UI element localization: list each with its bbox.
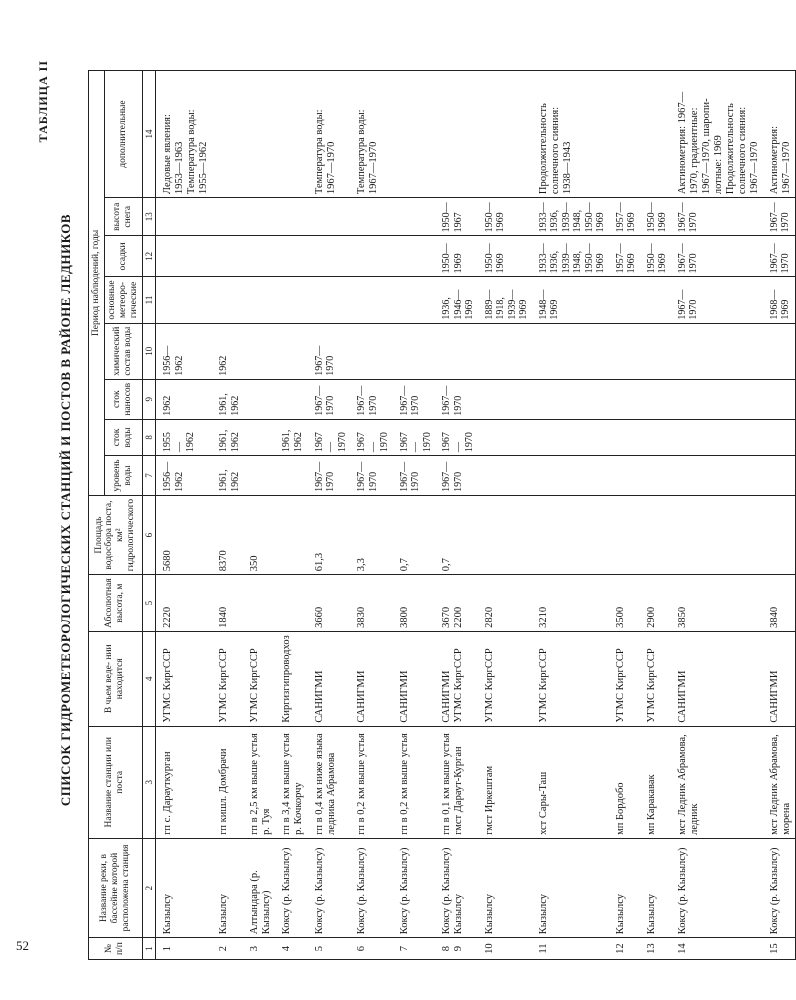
level-period <box>478 456 532 496</box>
table-row <box>243 71 275 960</box>
sediment-period: 1967— 1970 <box>350 379 393 419</box>
station-name: гп с. Дарауткурган <box>156 726 213 838</box>
header-snow: высота снега <box>104 198 142 236</box>
snow-period <box>350 198 393 236</box>
table-row <box>275 71 307 960</box>
catchment-area <box>671 495 763 574</box>
column-number: 3 <box>142 726 155 838</box>
extra-notes <box>640 71 671 198</box>
table-body <box>156 71 796 960</box>
flow-period <box>243 419 275 455</box>
sediment-period <box>609 379 640 419</box>
department: САНИГМИ <box>393 631 436 726</box>
snow-period: 1933— 1936, 1939— 1948, 1950— 1969 <box>532 198 609 236</box>
catchment-area <box>478 495 532 574</box>
sediment-period: 1967— 1970 <box>435 379 478 419</box>
row-number: 11 <box>532 938 609 960</box>
altitude: 3800 <box>393 575 436 632</box>
precip-period: 1950— 1969 <box>640 236 671 277</box>
row-number: 10 <box>478 938 532 960</box>
chem-period <box>350 323 393 379</box>
flow-period <box>763 419 796 455</box>
department: САНИГМИ <box>350 631 393 726</box>
column-number: 12 <box>142 236 155 277</box>
extra-notes: Актинометрия: 1967—1970 <box>763 71 796 198</box>
chem-period <box>609 323 640 379</box>
row-number: 4 <box>275 938 307 960</box>
chem-period <box>763 323 796 379</box>
flow-period: 1967— 1970 <box>350 419 393 455</box>
row-number: 15 <box>763 938 796 960</box>
snow-period <box>393 198 436 236</box>
catchment-area: 61,3 <box>308 495 351 574</box>
department: Киргизгипроводхоз <box>275 631 307 726</box>
extra-notes <box>393 71 436 198</box>
catchment-area <box>640 495 671 574</box>
level-period <box>532 456 609 496</box>
river-name: Кызылсу <box>609 838 640 937</box>
precip-period <box>350 236 393 277</box>
snow-period: 1967— 1970 <box>763 198 796 236</box>
sediment-period: 1961, 1962 <box>212 379 243 419</box>
station-name: гп в 2,5 км выше устья р. Туя <box>243 726 275 838</box>
chem-period <box>243 323 275 379</box>
column-number: 8 <box>142 419 155 455</box>
department: УГМС КиргССР <box>640 631 671 726</box>
document-title: СПИСОК ГИДРОМЕТЕОРОЛОГИЧЕСКИХ СТАНЦИЙ И ПОСТОВ В РАЙОНЕ ЛЕДНИКОВ <box>58 213 73 807</box>
column-number: 13 <box>142 198 155 236</box>
river-name: Коксу (р. Кызылсу) <box>763 838 796 937</box>
table-row <box>532 71 609 960</box>
station-name: мп Каракавак <box>640 726 671 838</box>
department: САНИГМИ <box>671 631 763 726</box>
precip-period <box>212 236 243 277</box>
altitude: 2220 <box>156 575 213 632</box>
precip-period <box>243 236 275 277</box>
department: САНИГМИ <box>763 631 796 726</box>
chem-period <box>478 323 532 379</box>
level-period: 1967— 1970 <box>435 456 478 496</box>
river-name: Кызылсу <box>640 838 671 937</box>
station-name: мст Ледник Абрамова, ледник <box>671 726 763 838</box>
altitude: 3830 <box>350 575 393 632</box>
meteo-period: 1936, 1946— 1969 <box>435 277 478 323</box>
header-flow: сток воды <box>104 419 142 455</box>
altitude: 3660 <box>308 575 351 632</box>
meteo-period <box>156 277 213 323</box>
snow-period: 1967— 1970 <box>671 198 763 236</box>
level-period: 1956— 1962 <box>156 456 213 496</box>
level-period <box>609 456 640 496</box>
flow-period: 1961, 1962 <box>275 419 307 455</box>
extra-notes <box>609 71 640 198</box>
level-period <box>640 456 671 496</box>
meteo-period <box>640 277 671 323</box>
header-precip: осадки <box>104 236 142 277</box>
department: УГМС КиргССР <box>609 631 640 726</box>
meteo-period <box>243 277 275 323</box>
department: САНИГМИ <box>308 631 351 726</box>
chem-period: 1967— 1970 <box>308 323 351 379</box>
level-period: 1967— 1970 <box>393 456 436 496</box>
snow-period <box>243 198 275 236</box>
station-name: гп в 0,1 км выше устья гмст Дараут-Курган <box>435 726 478 838</box>
altitude: 2900 <box>640 575 671 632</box>
snow-period: 1950— 1969 <box>478 198 532 236</box>
snow-period: 1950— 1967 <box>435 198 478 236</box>
level-period: 1961, 1962 <box>212 456 243 496</box>
header-chem: химический состав воды <box>104 323 142 379</box>
row-number: 2 <box>212 938 243 960</box>
station-name: гп в 3,4 км выше устья р. Кочкорчу <box>275 726 307 838</box>
extra-notes <box>435 71 478 198</box>
snow-period <box>156 198 213 236</box>
station-name: хст Сары-Таш <box>532 726 609 838</box>
sediment-period: 1967— 1970 <box>393 379 436 419</box>
table-row <box>156 71 213 960</box>
station-name: гп в 0,2 км выше устья <box>393 726 436 838</box>
column-number: 9 <box>142 379 155 419</box>
sediment-period <box>640 379 671 419</box>
row-number: 3 <box>243 938 275 960</box>
row-number: 6 <box>350 938 393 960</box>
catchment-area: 5680 <box>156 495 213 574</box>
department: УГМС КиргССР <box>532 631 609 726</box>
precip-period <box>308 236 351 277</box>
sediment-period <box>243 379 275 419</box>
header-river: Название реки, в бассейне которой расположена станция <box>89 838 143 937</box>
river-name: Коксу (р. Кызылсу) Кызылсу <box>435 838 478 937</box>
meteo-period: 1889— 1918, 1939— 1969 <box>478 277 532 323</box>
header-dept: В чьем веде- нии находится <box>89 631 143 726</box>
header-level: уровень воды <box>104 456 142 496</box>
river-name: Кызылсу <box>212 838 243 937</box>
altitude: 3500 <box>609 575 640 632</box>
table-row <box>478 71 532 960</box>
stations-table <box>88 70 796 960</box>
station-name: мп Бордобо <box>609 726 640 838</box>
catchment-area: 0,7 <box>393 495 436 574</box>
row-number: 8 9 <box>435 938 478 960</box>
table-row <box>671 71 763 960</box>
catchment-area <box>609 495 640 574</box>
catchment-area <box>532 495 609 574</box>
sediment-period: 1962 <box>156 379 213 419</box>
sediment-period: 1967— 1970 <box>308 379 351 419</box>
chem-period <box>671 323 763 379</box>
precip-period: 1933— 1936, 1939— 1948, 1950— 1969 <box>532 236 609 277</box>
meteo-period <box>609 277 640 323</box>
chem-period <box>393 323 436 379</box>
flow-period <box>609 419 640 455</box>
flow-period <box>640 419 671 455</box>
extra-notes: Актинометрия: 1967— 1970, градиентные: 1967—1970, шаропи- лотные: 1969 Продолжительность солнечного сияния: 1967—1970 <box>671 71 763 198</box>
column-number: 14 <box>142 71 155 198</box>
chem-period <box>640 323 671 379</box>
level-period <box>243 456 275 496</box>
flow-period: 1967— 1970 <box>308 419 351 455</box>
flow-period <box>478 419 532 455</box>
department: УГМС КиргССР <box>478 631 532 726</box>
river-name: Алтындара (р. Кызылсу) <box>243 838 275 937</box>
page-number: 52 <box>16 938 29 953</box>
column-number: 6 <box>142 495 155 574</box>
level-period: 1967— 1970 <box>308 456 351 496</box>
sediment-period <box>275 379 307 419</box>
snow-period: 1957— 1969 <box>609 198 640 236</box>
column-number: 5 <box>142 575 155 632</box>
extra-notes <box>212 71 243 198</box>
catchment-area: 350 <box>243 495 275 574</box>
extra-notes: Ледовые явления: 1953—1963 Температура воды: 1955—1962 <box>156 71 213 198</box>
header-station: Название станции или поста <box>89 726 143 838</box>
table-row <box>763 71 796 960</box>
column-number: 10 <box>142 323 155 379</box>
catchment-area: 8370 <box>212 495 243 574</box>
catchment-area: 3,3 <box>350 495 393 574</box>
header-area: Площадь водосбора поста, км² гидрологического <box>89 495 143 574</box>
table-row <box>308 71 351 960</box>
column-number: 11 <box>142 277 155 323</box>
row-number: 1 <box>156 938 213 960</box>
station-name: мст Ледник Абрамова, морена <box>763 726 796 838</box>
altitude: 1840 <box>212 575 243 632</box>
flow-period <box>532 419 609 455</box>
precip-period <box>275 236 307 277</box>
precip-period: 1967— 1970 <box>763 236 796 277</box>
column-number: 7 <box>142 456 155 496</box>
flow-period: 1967— 1970 <box>435 419 478 455</box>
chem-period <box>532 323 609 379</box>
flow-period: 1967— 1970 <box>393 419 436 455</box>
precip-period: 1950— 1969 <box>478 236 532 277</box>
precip-period: 1950— 1969 <box>435 236 478 277</box>
extra-notes: Температура воды: 1967—1970 <box>350 71 393 198</box>
row-number: 13 <box>640 938 671 960</box>
meteo-period: 1967— 1970 <box>671 277 763 323</box>
extra-notes <box>275 71 307 198</box>
meteo-period: 1968— 1969 <box>763 277 796 323</box>
meteo-period: 1948— 1969 <box>532 277 609 323</box>
station-name: гп в 0,2 км выше устья <box>350 726 393 838</box>
header-meteo: основные метеоро- гические <box>104 277 142 323</box>
river-name: Кызылсу <box>156 838 213 937</box>
header-sediment: сток наносов <box>104 379 142 419</box>
table-row <box>212 71 243 960</box>
row-number: 5 <box>308 938 351 960</box>
altitude <box>275 575 307 632</box>
extra-notes <box>478 71 532 198</box>
flow-period <box>671 419 763 455</box>
meteo-period <box>393 277 436 323</box>
meteo-period <box>275 277 307 323</box>
altitude: 3210 <box>532 575 609 632</box>
altitude: 3670 2200 <box>435 575 478 632</box>
table-row <box>350 71 393 960</box>
table-row <box>640 71 671 960</box>
level-period: 1967— 1970 <box>350 456 393 496</box>
department: УГМС КиргССР <box>243 631 275 726</box>
table-label: ТАБЛИЦА II <box>36 60 50 143</box>
column-number: 4 <box>142 631 155 726</box>
department: УГМС КиргССР <box>156 631 213 726</box>
station-name: гмст Иркештам <box>478 726 532 838</box>
station-name: гп кишл. Домбрачи <box>212 726 243 838</box>
sediment-period <box>532 379 609 419</box>
snow-period <box>212 198 243 236</box>
chem-period <box>275 323 307 379</box>
column-number: 1 <box>142 938 155 960</box>
altitude <box>243 575 275 632</box>
precip-period <box>393 236 436 277</box>
table-row <box>435 71 478 960</box>
header-num: № п/п <box>89 938 143 960</box>
department: САНИГМИ УГМС КиргССР <box>435 631 478 726</box>
department: УГМС КиргССР <box>212 631 243 726</box>
meteo-period <box>350 277 393 323</box>
chem-period: 1962 <box>212 323 243 379</box>
header-extra: дополнительные <box>104 71 142 198</box>
header-altitude: Абсолютная высота, м <box>89 575 143 632</box>
row-number: 12 <box>609 938 640 960</box>
snow-period <box>275 198 307 236</box>
level-period <box>763 456 796 496</box>
precip-period: 1957— 1969 <box>609 236 640 277</box>
header-period: Период наблюдений, годы <box>89 71 105 496</box>
row-number: 14 <box>671 938 763 960</box>
level-period <box>671 456 763 496</box>
column-number: 2 <box>142 838 155 937</box>
sediment-period <box>763 379 796 419</box>
chem-period: 1956— 1962 <box>156 323 213 379</box>
catchment-area <box>763 495 796 574</box>
flow-period: 1961, 1962 <box>212 419 243 455</box>
station-name: гп в 0,4 км ниже языка ледника Абрамова <box>308 726 351 838</box>
altitude: 3850 <box>671 575 763 632</box>
altitude: 3840 <box>763 575 796 632</box>
level-period <box>275 456 307 496</box>
meteo-period <box>212 277 243 323</box>
catchment-area <box>275 495 307 574</box>
river-name: Коксу (р. Кызылсу) <box>671 838 763 937</box>
precip-period: 1967— 1970 <box>671 236 763 277</box>
river-name: Коксу (р. Кызылсу) <box>350 838 393 937</box>
river-name: Кызылсу <box>532 838 609 937</box>
catchment-area: 0,7 <box>435 495 478 574</box>
precip-period <box>156 236 213 277</box>
snow-period <box>308 198 351 236</box>
sediment-period <box>671 379 763 419</box>
extra-notes: Продолжительность солнечного сияния: 1938—1943 <box>532 71 609 198</box>
table-row <box>609 71 640 960</box>
altitude: 2820 <box>478 575 532 632</box>
sediment-period <box>478 379 532 419</box>
extra-notes <box>243 71 275 198</box>
row-number: 7 <box>393 938 436 960</box>
river-name: Коксу (р. Кызылсу) <box>393 838 436 937</box>
extra-notes: Температура воды: 1967—1970 <box>308 71 351 198</box>
river-name: Коксу (р. Кызылсу) <box>275 838 307 937</box>
table-row <box>393 71 436 960</box>
chem-period <box>435 323 478 379</box>
river-name: Кызылсу <box>478 838 532 937</box>
column-number-row <box>142 71 155 960</box>
flow-period: 1955— 1962 <box>156 419 213 455</box>
rotated-page <box>36 60 793 960</box>
meteo-period <box>308 277 351 323</box>
river-name: Коксу (р. Кызылсу) <box>308 838 351 937</box>
snow-period: 1950— 1969 <box>640 198 671 236</box>
